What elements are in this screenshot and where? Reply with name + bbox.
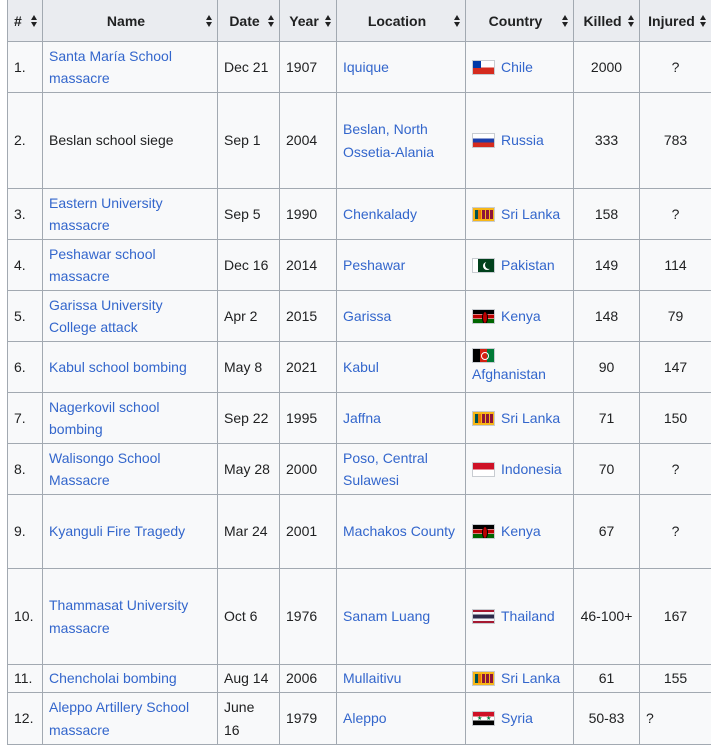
table-row [8, 240, 711, 291]
kenya-flag-icon [472, 309, 495, 324]
cell-country [466, 291, 574, 342]
cell-injured: ? [640, 495, 711, 569]
cell-injured: 167 [640, 569, 711, 665]
syria-flag-icon [472, 711, 495, 726]
cell-injured: 79 [640, 291, 711, 342]
location-link[interactable]: Jaffna [343, 409, 381, 426]
cell-location [337, 569, 466, 665]
cell-year: 2014 [280, 240, 337, 291]
cell-injured: 783 [640, 93, 711, 189]
sort-header-injured[interactable] [640, 0, 711, 42]
location-link[interactable]: Poso, Central Sulawesi [343, 449, 428, 488]
cell-country [466, 569, 574, 665]
srilanka-flag-icon [472, 207, 495, 222]
cell-killed: 90 [574, 342, 640, 393]
header-row [8, 0, 711, 42]
country-wrap [472, 458, 567, 481]
russia-flag-icon [472, 133, 495, 148]
chile-flag-icon [472, 60, 495, 75]
cell-name [43, 189, 218, 240]
location-link[interactable]: Iquique [343, 58, 389, 75]
cell-date: Dec 21 [218, 42, 280, 93]
cell-name [43, 93, 218, 189]
afghanistan-flag-icon [472, 348, 495, 363]
cell-number: 11. [8, 665, 43, 693]
cell-number: 3. [8, 189, 43, 240]
cell-country [466, 93, 574, 189]
cell-location [337, 240, 466, 291]
cell-year: 2004 [280, 93, 337, 189]
cell-number: 8. [8, 444, 43, 495]
cell-killed: 67 [574, 495, 640, 569]
cell-location [337, 291, 466, 342]
cell-killed: 148 [574, 291, 640, 342]
sort-header-year[interactable] [280, 0, 337, 42]
event-name: Beslan school siege [49, 132, 174, 149]
cell-name [43, 569, 218, 665]
sort-icon [562, 15, 569, 27]
location-link[interactable]: Mullaitivu [343, 670, 402, 687]
header-label: Country [488, 12, 543, 29]
srilanka-flag-icon [472, 671, 495, 686]
country-link[interactable]: Sri Lanka [501, 670, 561, 687]
country-link[interactable]: Chile [501, 58, 533, 75]
cell-location [337, 693, 466, 745]
country-wrap [472, 348, 567, 386]
cell-killed: 61 [574, 665, 640, 693]
country-wrap [472, 407, 567, 430]
cell-number: 10. [8, 569, 43, 665]
cell-killed: 71 [574, 393, 640, 444]
event-link[interactable]: Chencholai bombing [49, 670, 177, 687]
location-link[interactable]: Aleppo [343, 710, 387, 727]
header-label: Killed [583, 12, 622, 29]
cell-year: 2000 [280, 444, 337, 495]
table-row [8, 665, 711, 693]
cell-country [466, 495, 574, 569]
cell-country [466, 42, 574, 93]
cell-country [466, 393, 574, 444]
country-link[interactable]: Pakistan [501, 256, 555, 273]
cell-name [43, 291, 218, 342]
sort-header-num[interactable] [8, 0, 43, 42]
country-wrap [472, 520, 567, 543]
cell-name [43, 342, 218, 393]
country-link[interactable]: Syria [501, 710, 533, 727]
table-body [8, 42, 711, 745]
cell-number: 4. [8, 240, 43, 291]
cell-date: Apr 2 [218, 291, 280, 342]
cell-injured: 155 [640, 665, 711, 693]
cell-date: Aug 14 [218, 665, 280, 693]
cell-location [337, 189, 466, 240]
cell-name [43, 444, 218, 495]
cell-year: 1907 [280, 42, 337, 93]
cell-date: May 28 [218, 444, 280, 495]
event-link[interactable]: Kyanguli Fire Tragedy [49, 523, 186, 540]
sort-icon [206, 15, 213, 27]
table-row [8, 189, 711, 240]
cell-number: 2. [8, 93, 43, 189]
country-wrap [472, 667, 567, 690]
cell-killed: 46-100+ [574, 569, 640, 665]
country-wrap [472, 254, 567, 277]
location-link[interactable]: Kabul [343, 358, 379, 375]
sort-header-killed[interactable] [574, 0, 640, 42]
cell-location [337, 665, 466, 693]
cell-killed: 333 [574, 93, 640, 189]
cell-injured: ? [640, 693, 711, 745]
cell-country [466, 189, 574, 240]
cell-number: 9. [8, 495, 43, 569]
location-link[interactable]: Chenkalady [343, 205, 417, 222]
cell-date: May 8 [218, 342, 280, 393]
table-row [8, 495, 711, 569]
cell-injured: 114 [640, 240, 711, 291]
header-label: Year [289, 12, 319, 29]
cell-name [43, 42, 218, 93]
cell-killed: 70 [574, 444, 640, 495]
table-row [8, 42, 711, 93]
cell-date: June 16 [218, 693, 280, 745]
country-link[interactable]: Kenya [501, 523, 541, 540]
cell-number: 5. [8, 291, 43, 342]
cell-number: 12. [8, 693, 43, 745]
location-link[interactable]: Sanam Luang [343, 608, 431, 625]
country-wrap [472, 605, 567, 628]
cell-name [43, 665, 218, 693]
cell-location [337, 444, 466, 495]
header-label: # [14, 12, 22, 29]
cell-killed: 2000 [574, 42, 640, 93]
cell-country [466, 693, 574, 745]
cell-date: Dec 16 [218, 240, 280, 291]
location-link[interactable]: Garissa [343, 307, 392, 324]
cell-killed: 50-83 [574, 693, 640, 745]
sort-header-location[interactable] [337, 0, 466, 42]
thailand-flag-icon [472, 609, 495, 624]
location-link[interactable]: Peshawar [343, 256, 406, 273]
header-label: Name [106, 12, 146, 29]
cell-year: 1979 [280, 693, 337, 745]
cell-year: 1995 [280, 393, 337, 444]
table-row [8, 569, 711, 665]
cell-number: 6. [8, 342, 43, 393]
sort-icon [31, 15, 38, 27]
cell-killed: 149 [574, 240, 640, 291]
cell-location [337, 42, 466, 93]
cell-name [43, 393, 218, 444]
cell-date: Mar 24 [218, 495, 280, 569]
cell-injured: 147 [640, 342, 711, 393]
header-label: Date [229, 12, 260, 29]
event-link[interactable]: Eastern University massacre [49, 194, 163, 233]
table-row [8, 93, 711, 189]
sort-header-country[interactable] [466, 0, 574, 42]
event-link[interactable]: Peshawar school massacre [49, 245, 156, 284]
table-row [8, 444, 711, 495]
cell-date: Sep 22 [218, 393, 280, 444]
country-wrap [472, 56, 567, 79]
sort-header-date[interactable] [218, 0, 280, 42]
country-wrap [472, 203, 567, 226]
table-row [8, 342, 711, 393]
event-link[interactable]: Aleppo Artillery School massacre [49, 699, 190, 738]
school-attacks-table [7, 0, 711, 745]
event-link[interactable]: Thammasat University massacre [49, 597, 189, 636]
cell-name [43, 240, 218, 291]
cell-location [337, 393, 466, 444]
table-row [8, 693, 711, 745]
cell-date: Oct 6 [218, 569, 280, 665]
cell-number: 7. [8, 393, 43, 444]
cell-name [43, 495, 218, 569]
cell-year: 2001 [280, 495, 337, 569]
country-link[interactable]: Indonesia [501, 460, 562, 477]
location-link[interactable]: Beslan, North Ossetia-Alania [343, 121, 435, 160]
cell-injured: ? [640, 444, 711, 495]
table-row [8, 393, 711, 444]
cell-country [466, 240, 574, 291]
country-wrap [472, 129, 567, 152]
cell-killed: 158 [574, 189, 640, 240]
header-label: Location [367, 12, 427, 29]
cell-injured: 150 [640, 393, 711, 444]
event-link[interactable]: Garissa University College attack [49, 296, 163, 335]
cell-country [466, 665, 574, 693]
country-link[interactable]: Sri Lanka [501, 409, 561, 426]
country-link[interactable]: Russia [501, 132, 544, 149]
cell-country [466, 342, 574, 393]
cell-number: 1. [8, 42, 43, 93]
cell-date: Sep 1 [218, 93, 280, 189]
sort-icon [628, 15, 635, 27]
pakistan-flag-icon [472, 258, 495, 273]
kenya-flag-icon [472, 524, 495, 539]
sort-icon [700, 15, 707, 27]
indonesia-flag-icon [472, 462, 495, 477]
cell-location [337, 93, 466, 189]
country-link[interactable]: Thailand [501, 608, 555, 625]
location-link[interactable]: Machakos County [343, 523, 456, 540]
country-link[interactable]: Afghanistan [472, 366, 546, 383]
cell-year: 2015 [280, 291, 337, 342]
cell-country [466, 444, 574, 495]
cell-injured: ? [640, 189, 711, 240]
country-link[interactable]: Sri Lanka [501, 205, 561, 222]
cell-year: 2021 [280, 342, 337, 393]
country-wrap [472, 305, 567, 328]
table-row [8, 291, 711, 342]
cell-location [337, 495, 466, 569]
sort-icon [454, 15, 461, 27]
cell-year: 2006 [280, 665, 337, 693]
cell-year: 1990 [280, 189, 337, 240]
cell-date: Sep 5 [218, 189, 280, 240]
cell-location [337, 342, 466, 393]
cell-year: 1976 [280, 569, 337, 665]
sort-icon [268, 15, 275, 27]
event-link[interactable]: Nagerkovil school bombing [49, 398, 160, 437]
sort-icon [325, 15, 332, 27]
cell-injured: ? [640, 42, 711, 93]
srilanka-flag-icon [472, 411, 495, 426]
header-label: Injured [648, 12, 695, 29]
event-link[interactable]: Walisongo School Massacre [49, 449, 161, 488]
country-wrap [472, 707, 567, 730]
country-link[interactable]: Kenya [501, 307, 541, 324]
event-link[interactable]: Kabul school bombing [49, 358, 187, 375]
sort-header-name[interactable] [43, 0, 218, 42]
event-link[interactable]: Santa María School massacre [49, 47, 172, 86]
cell-name [43, 693, 218, 745]
